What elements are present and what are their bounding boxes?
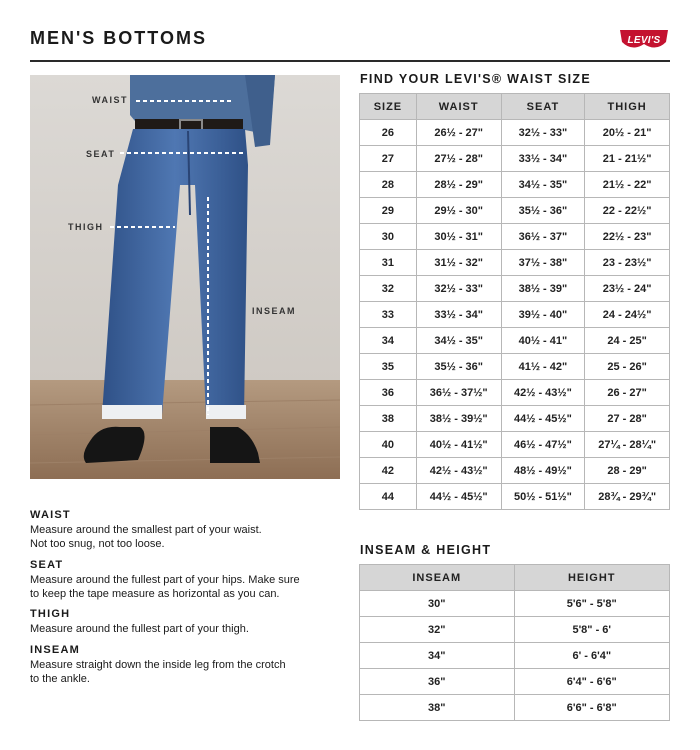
column-header: WAIST (416, 94, 501, 120)
table-cell: 6'6" - 6'8" (514, 695, 670, 721)
table-row (360, 224, 670, 250)
table-cell: 30 (360, 224, 417, 250)
table-cell: 44½ - 45½" (416, 484, 501, 510)
measure-inseam (30, 644, 350, 686)
table-cell: 31 (360, 250, 417, 276)
column-header: SIZE (360, 94, 417, 120)
table-cell: 30" (360, 591, 515, 617)
table-cell: 33 (360, 302, 417, 328)
measure-heading: INSEAM (30, 644, 80, 656)
levis-logo (618, 28, 670, 52)
table-cell: 40½ - 41" (501, 328, 585, 354)
table-row (360, 432, 670, 458)
table-cell: 34½ - 35" (501, 172, 585, 198)
table-cell: 36" (360, 669, 515, 695)
table-cell: 31½ - 32" (416, 250, 501, 276)
measure-seat (30, 559, 350, 601)
model-photo (30, 75, 340, 479)
table-cell: 38½ - 39½" (416, 406, 501, 432)
inseam-label: INSEAM (252, 306, 297, 316)
table-cell: 44½ - 45½" (501, 406, 585, 432)
table-cell: 26 - 27" (585, 380, 670, 406)
column-header: SEAT (501, 94, 585, 120)
seat-label: SEAT (86, 149, 116, 159)
table-row (360, 302, 670, 328)
table-cell: 38 (360, 406, 417, 432)
table-cell: 21 - 21½" (585, 146, 670, 172)
table-cell: 44 (360, 484, 417, 510)
table-cell: 27 (360, 146, 417, 172)
table-cell: 23½ - 24" (585, 276, 670, 302)
table-cell: 33½ - 34" (416, 302, 501, 328)
table-cell: 27¼ - 28¼" (585, 432, 670, 458)
table-cell: 42½ - 43½" (416, 458, 501, 484)
table-cell: 39½ - 40" (501, 302, 585, 328)
table-cell: 42 (360, 458, 417, 484)
table-cell: 50½ - 51½" (501, 484, 585, 510)
table-cell: 29 (360, 198, 417, 224)
column-header: INSEAM (360, 565, 515, 591)
table-cell: 36½ - 37" (501, 224, 585, 250)
table-cell: 34" (360, 643, 515, 669)
table-cell: 32½ - 33" (416, 276, 501, 302)
measure-heading: WAIST (30, 509, 71, 521)
table-row (360, 695, 670, 721)
table-row (360, 484, 670, 510)
table-cell: 34½ - 35" (416, 328, 501, 354)
inseam-table-title: INSEAM & HEIGHT (360, 543, 492, 557)
table-cell: 35½ - 36" (416, 354, 501, 380)
table-row (360, 172, 670, 198)
table-row (360, 380, 670, 406)
table-cell: 27½ - 28" (416, 146, 501, 172)
table-cell: 40 (360, 432, 417, 458)
measure-line: Measure straight down the inside leg from the crotch (30, 659, 286, 671)
measure-heading: THIGH (30, 608, 71, 620)
table-cell: 25 - 26" (585, 354, 670, 380)
table-cell: 23 - 23½" (585, 250, 670, 276)
jeans-illustration (30, 75, 340, 479)
measure-line: Measure around the fullest part of your hips. Make sure (30, 574, 300, 586)
table-cell: 38½ - 39" (501, 276, 585, 302)
table-cell: 36½ - 37½" (416, 380, 501, 406)
table-cell: 6' - 6'4" (514, 643, 670, 669)
measure-heading: SEAT (30, 559, 64, 571)
table-row (360, 354, 670, 380)
table-cell: 35 (360, 354, 417, 380)
table-cell: 24 - 25" (585, 328, 670, 354)
measure-line: to the ankle. (30, 673, 90, 685)
waist-table-title: FIND YOUR LEVI'S® WAIST SIZE (360, 72, 592, 86)
table-cell: 24 - 24½" (585, 302, 670, 328)
measure-line: Measure around the fullest part of your thigh. (30, 623, 249, 635)
measure-line: to keep the tape measure as horizontal as you can. (30, 588, 280, 600)
header-divider (30, 60, 670, 62)
table-cell: 28½ - 29" (416, 172, 501, 198)
measure-thigh (30, 608, 350, 636)
table-row (360, 198, 670, 224)
inseam-height-table (359, 564, 670, 721)
table-cell: 48½ - 49½" (501, 458, 585, 484)
table-row (360, 328, 670, 354)
table-cell: 46½ - 47½" (501, 432, 585, 458)
table-row (360, 458, 670, 484)
table-cell: 33½ - 34" (501, 146, 585, 172)
column-header: THIGH (585, 94, 670, 120)
table-cell: 6'4" - 6'6" (514, 669, 670, 695)
logo-text: LEVI'S (627, 35, 661, 46)
measure-line: Not too snug, not too loose. (30, 538, 165, 550)
table-row (360, 669, 670, 695)
waist-size-table (359, 93, 670, 510)
waist-label: WAIST (92, 95, 128, 105)
table-cell: 22 - 22½" (585, 198, 670, 224)
table-cell: 22½ - 23" (585, 224, 670, 250)
table-row (360, 146, 670, 172)
table-cell: 41½ - 42" (501, 354, 585, 380)
table-cell: 30½ - 31" (416, 224, 501, 250)
table-cell: 21½ - 22" (585, 172, 670, 198)
table-cell: 38" (360, 695, 515, 721)
table-cell: 32" (360, 617, 515, 643)
table-cell: 28 - 29" (585, 458, 670, 484)
table-cell: 42½ - 43½" (501, 380, 585, 406)
table-cell: 34 (360, 328, 417, 354)
table-cell: 27 - 28" (585, 406, 670, 432)
table-cell: 32½ - 33" (501, 120, 585, 146)
table-cell: 28 (360, 172, 417, 198)
table-cell: 20½ - 21" (585, 120, 670, 146)
table-row (360, 250, 670, 276)
table-cell: 36 (360, 380, 417, 406)
table-row (360, 406, 670, 432)
table-cell: 37½ - 38" (501, 250, 585, 276)
table-row (360, 276, 670, 302)
table-cell: 28¾ - 29¾" (585, 484, 670, 510)
measure-line: Measure around the smallest part of your waist. (30, 524, 262, 536)
table-cell: 5'8" - 6' (514, 617, 670, 643)
column-header: HEIGHT (514, 565, 670, 591)
thigh-label: THIGH (68, 222, 104, 232)
table-cell: 29½ - 30" (416, 198, 501, 224)
table-cell: 35½ - 36" (501, 198, 585, 224)
table-cell: 40½ - 41½" (416, 432, 501, 458)
table-row (360, 120, 670, 146)
table-cell: 5'6" - 5'8" (514, 591, 670, 617)
table-cell: 26 (360, 120, 417, 146)
table-row (360, 643, 670, 669)
measure-waist (30, 509, 350, 551)
page-title: MEN'S BOTTOMS (30, 28, 207, 48)
table-cell: 32 (360, 276, 417, 302)
table-row (360, 617, 670, 643)
table-row (360, 591, 670, 617)
table-cell: 26½ - 27" (416, 120, 501, 146)
